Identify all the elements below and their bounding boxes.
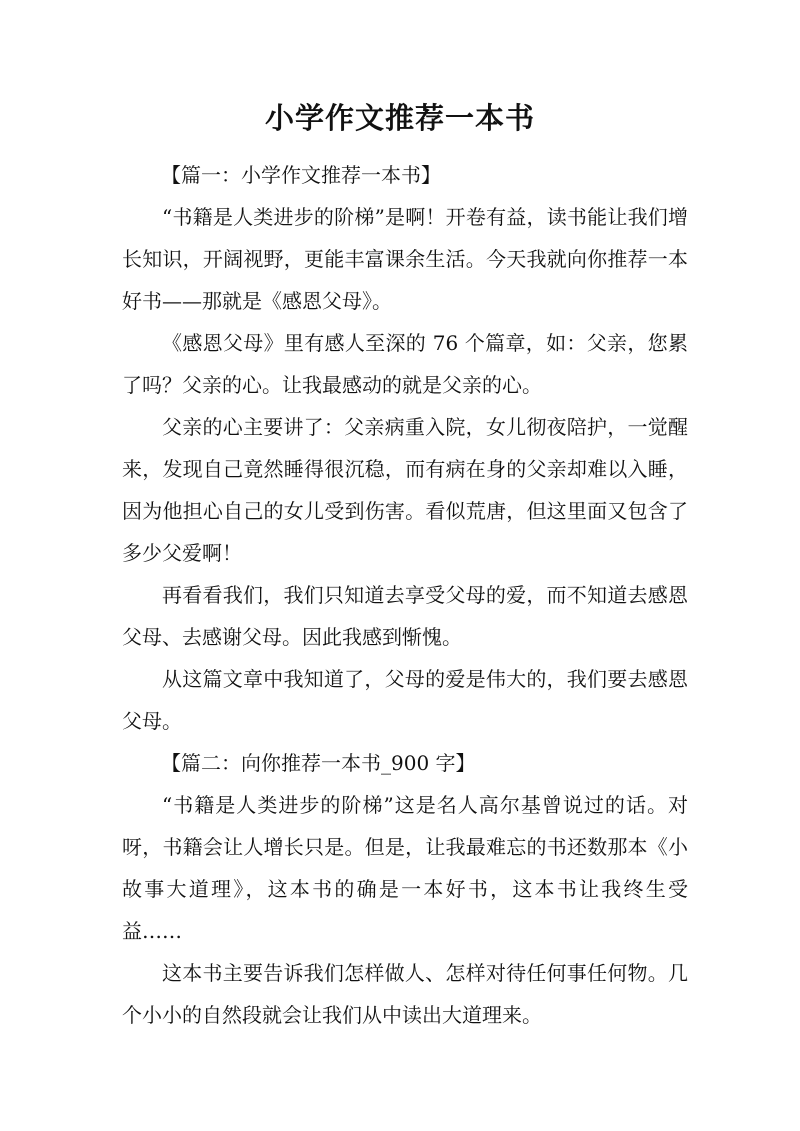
paragraph: 从这篇文章中我知道了，父母的爱是伟大的，我们要去感恩父母。 [122, 667, 688, 733]
paragraph: 父亲的心主要讲了：父亲病重入院，女儿彻夜陪护，一觉醒来，发现自己竟然睡得很沉稳，而有病在身的父亲却难以入睡，因为他担心自己的女儿受到伤害。看似荒唐，但这里面又包含了多少父爱啊！ [122, 415, 688, 565]
document-body [122, 154, 688, 1036]
paragraph: “书籍是人类进步的阶梯”是啊！开卷有益，读书能让我们增长知识，开阔视野，更能丰富课余生活。今天我就向你推荐一本好书——那就是《感恩父母》。 [122, 205, 688, 313]
document-title: 小学作文推荐一本书 [264, 101, 535, 135]
section-heading-1: 【篇一：小学作文推荐一本书】 [161, 163, 441, 187]
section-heading-2: 【篇二：向你推荐一本书_900 字】 [161, 751, 476, 775]
paragraph: 《感恩父母》里有感人至深的 76 个篇章，如：父亲，您累了吗？父亲的心。让我最感动的就是父亲的心。 [122, 331, 688, 397]
paragraph: 这本书主要告诉我们怎样做人、怎样对待任何事任何物。几个小小的自然段就会让我们从中读出大道理来。 [122, 961, 688, 1027]
paragraph: 再看看我们，我们只知道去享受父母的爱，而不知道去感恩父母、去感谢父母。因此我感到惭愧。 [122, 583, 688, 649]
paragraph: “书籍是人类进步的阶梯”这是名人高尔基曾说过的话。对呀，书籍会让人增长只是。但是，让我最难忘的书还数那本《小故事大道理》，这本书的确是一本好书，这本书让我终生受益…… [122, 793, 688, 943]
